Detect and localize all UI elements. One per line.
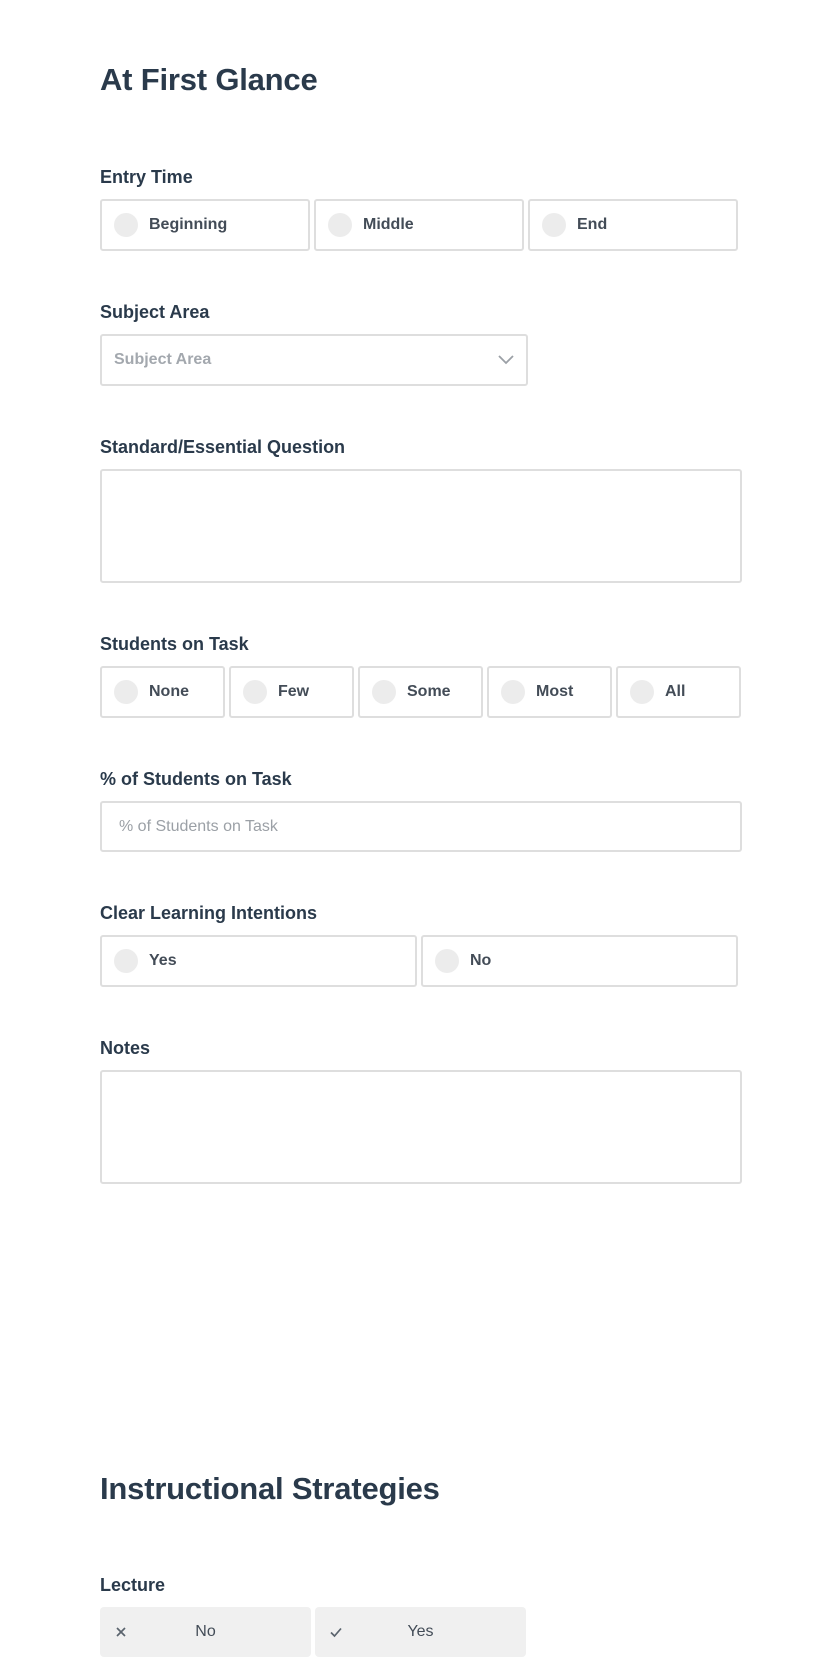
section-title-instructional-strategies: Instructional Strategies [100, 1471, 440, 1506]
lecture-label: Lecture [100, 1575, 166, 1595]
standard-question-label: Standard/Essential Question [100, 437, 346, 457]
option-label: Yes [149, 952, 177, 969]
subject-area-placeholder: Subject Area [114, 351, 212, 368]
entry-time-label: Entry Time [100, 167, 193, 187]
lecture-no-label: No [195, 1623, 216, 1640]
radio-circle-icon [542, 213, 566, 237]
subject-area-select[interactable] [100, 334, 528, 386]
option-label: No [470, 952, 492, 969]
radio-circle-icon [114, 680, 138, 704]
clear-learning-options [100, 935, 738, 987]
students-on-task-label: Students on Task [100, 634, 249, 654]
check-icon [329, 1625, 343, 1639]
notes-label: Notes [100, 1038, 151, 1058]
entry-time-options [100, 199, 738, 251]
close-icon [114, 1625, 128, 1639]
option-label: Most [536, 683, 574, 700]
entry-time-option-end[interactable] [528, 199, 738, 251]
standard-question-textarea[interactable] [100, 469, 742, 583]
option-label: Few [278, 683, 310, 700]
radio-circle-icon [114, 949, 138, 973]
chevron-down-icon [498, 355, 514, 365]
radio-circle-icon [435, 949, 459, 973]
section-title-at-first-glance: At First Glance [100, 62, 318, 97]
entry-time-option-middle[interactable] [314, 199, 524, 251]
percent-on-task-placeholder: % of Students on Task [119, 817, 278, 835]
option-label: Beginning [149, 216, 228, 233]
option-label: Some [407, 683, 451, 700]
students-on-task-option-all[interactable] [616, 666, 741, 718]
notes-textarea[interactable] [100, 1070, 742, 1184]
students-on-task-option-few[interactable] [229, 666, 354, 718]
lecture-no-button[interactable] [100, 1607, 311, 1657]
option-label: End [577, 216, 608, 233]
students-on-task-option-some[interactable] [358, 666, 483, 718]
entry-time-option-beginning[interactable] [100, 199, 310, 251]
radio-circle-icon [501, 680, 525, 704]
lecture-toggle [100, 1607, 526, 1657]
students-on-task-options [100, 666, 741, 718]
option-label: None [149, 683, 189, 700]
radio-circle-icon [328, 213, 352, 237]
radio-circle-icon [372, 680, 396, 704]
radio-circle-icon [114, 213, 138, 237]
clear-learning-label: Clear Learning Intentions [100, 903, 318, 923]
lecture-yes-button[interactable] [315, 1607, 526, 1657]
radio-circle-icon [630, 680, 654, 704]
percent-on-task-input[interactable] [100, 801, 742, 852]
lecture-yes-label: Yes [407, 1623, 434, 1640]
students-on-task-option-most[interactable] [487, 666, 612, 718]
clear-learning-option-yes[interactable] [100, 935, 417, 987]
option-label: Middle [363, 216, 414, 233]
percent-on-task-label: % of Students on Task [100, 769, 292, 789]
option-label: All [665, 683, 686, 700]
clear-learning-option-no[interactable] [421, 935, 738, 987]
radio-circle-icon [243, 680, 267, 704]
subject-area-label: Subject Area [100, 302, 210, 322]
students-on-task-option-none[interactable] [100, 666, 225, 718]
